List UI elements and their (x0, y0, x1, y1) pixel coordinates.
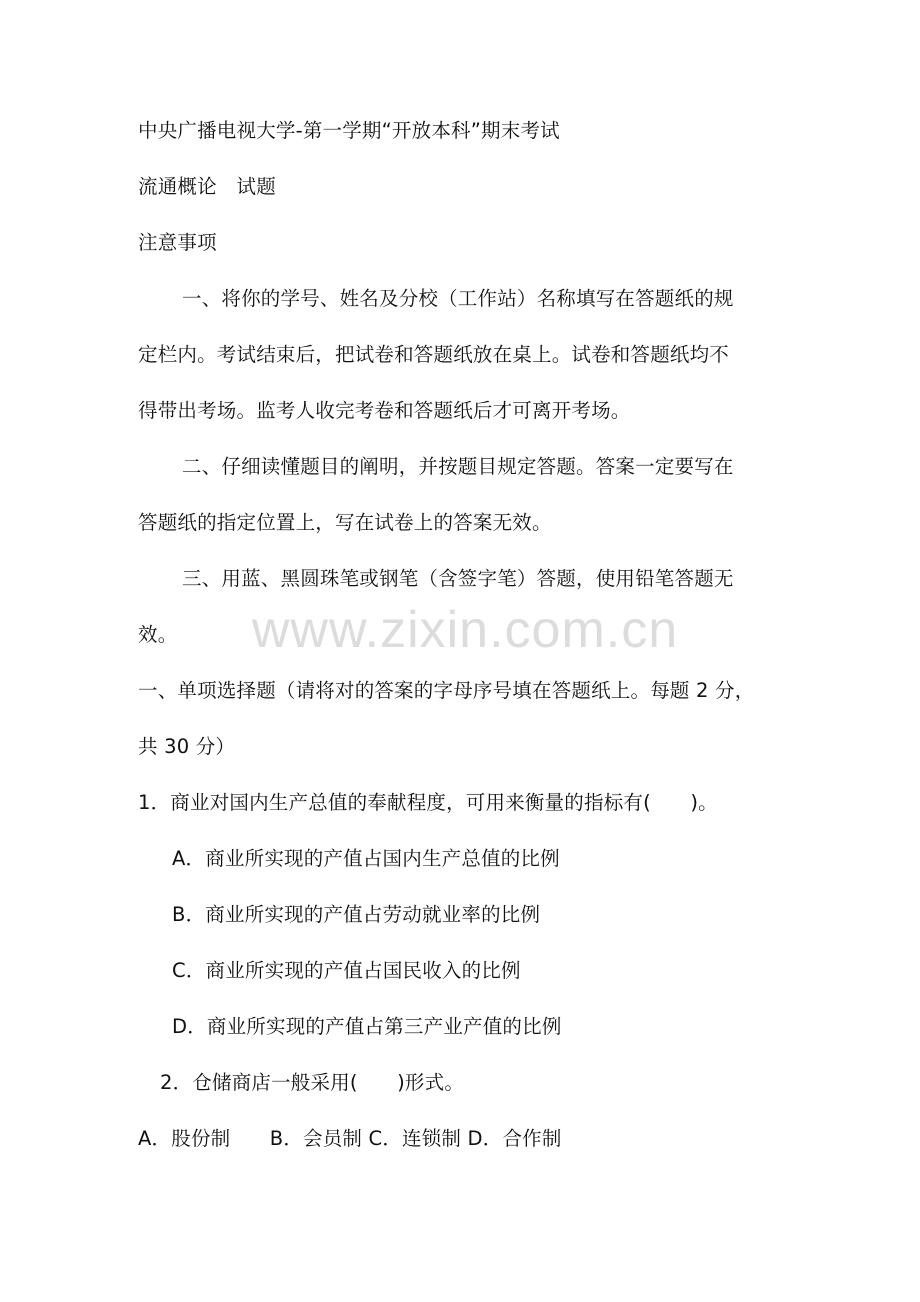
notice-heading: 注意事项 (138, 231, 217, 254)
question-option: B．商业所实现的产值占劳动就业率的比例 (172, 903, 541, 926)
notice-line: 三、用蓝、黑圆珠笔或钢笔（含签字笔）答题，使用铅笔答题无 (182, 567, 734, 590)
notice-line: 定栏内。考试结束后，把试卷和答题纸放在桌上。试卷和答题纸均不 (138, 343, 730, 366)
question-stem: 1．商业对国内生产总值的奉献程度，可用来衡量的指标有( )。 (138, 791, 718, 814)
section-title: 一、单项选择题（请将对的答案的字母序号填在答题纸上。每题 2 分， (138, 679, 755, 702)
question-option: C．商业所实现的产值占国民收入的比例 (172, 959, 521, 982)
notice-line: 二、仔细读懂题目的阐明，并按题目规定答题。答案一定要写在 (182, 455, 734, 478)
question-options: A．股份制 B．会员制 C．连锁制 D．合作制 (138, 1127, 562, 1150)
question-stem: 2．仓储商店一般采用( )形式。 (160, 1071, 465, 1094)
question-option: D．商业所实现的产值占第三产业产值的比例 (172, 1015, 562, 1038)
subject-title: 流通概论 试题 (138, 175, 276, 198)
watermark: www.zixin.com.cn (251, 601, 679, 659)
notice-line: 效。 (138, 623, 178, 646)
notice-line: 答题纸的指定位置上，写在试卷上的答案无效。 (138, 511, 552, 534)
section-title-cont: 共 30 分） (138, 735, 236, 758)
notice-line: 得带出考场。监考人收完考卷和答题纸后才可离开考场。 (138, 399, 631, 422)
exam-title: 中央广播电视大学-第一学期“开放本科”期末考试 (138, 119, 560, 142)
question-option: A．商业所实现的产值占国内生产总值的比例 (172, 847, 560, 870)
notice-line: 一、将你的学号、姓名及分校（工作站）名称填写在答题纸的规 (182, 287, 734, 310)
